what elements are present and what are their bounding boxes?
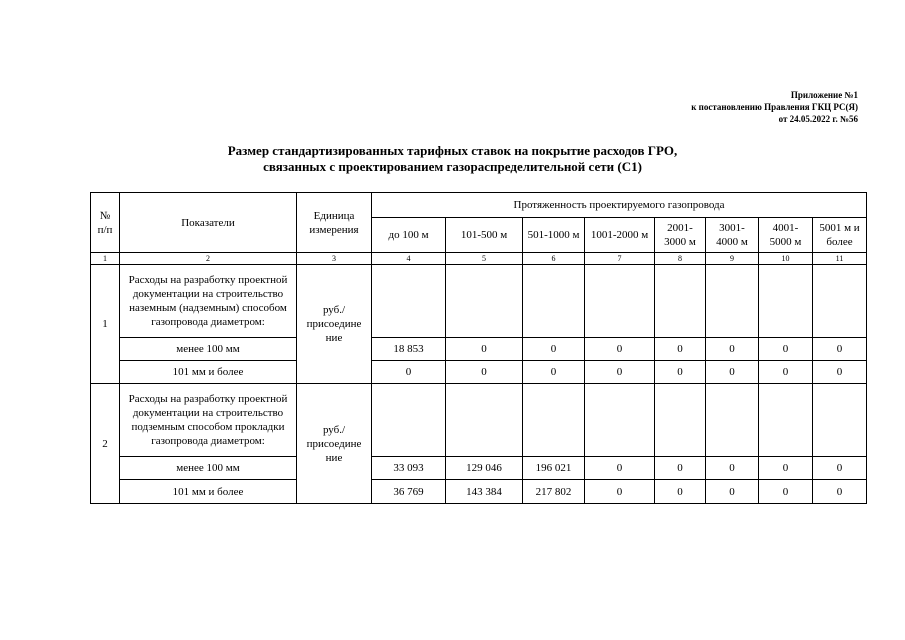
value-cell: 0: [446, 338, 523, 361]
empty-cell: [585, 384, 655, 457]
table-row: [91, 361, 867, 384]
header-indicators: Показатели: [120, 193, 297, 253]
empty-cell: [706, 384, 759, 457]
empty-cell: [759, 265, 813, 338]
column-number: 5: [446, 253, 523, 265]
value-cell: 0: [585, 338, 655, 361]
empty-cell: [655, 265, 706, 338]
appendix-title: Приложение №1: [790, 90, 858, 100]
column-number: 11: [813, 253, 867, 265]
value-cell: 0: [813, 480, 867, 504]
column-number: 7: [585, 253, 655, 265]
table-row: [91, 480, 867, 504]
header-range-cell: 2001-3000 м: [655, 218, 706, 253]
table-row: [91, 457, 867, 480]
value-cell: 0: [585, 361, 655, 384]
value-cell: 18 853: [372, 338, 446, 361]
column-number: 9: [706, 253, 759, 265]
value-cell: 0: [706, 338, 759, 361]
value-cell: 0: [585, 457, 655, 480]
empty-cell: [655, 384, 706, 457]
header-range-cell: до 100 м: [372, 218, 446, 253]
empty-cell: [446, 265, 523, 338]
header-range-cell: 1001-2000 м: [585, 218, 655, 253]
empty-cell: [523, 265, 585, 338]
value-cell: 0: [813, 457, 867, 480]
column-number: 4: [372, 253, 446, 265]
header-num: № п/п: [91, 193, 120, 253]
value-cell: 0: [655, 480, 706, 504]
empty-cell: [446, 384, 523, 457]
column-number: 10: [759, 253, 813, 265]
value-cell: 0: [523, 361, 585, 384]
column-number: 2: [120, 253, 297, 265]
column-number: 6: [523, 253, 585, 265]
value-cell: 0: [706, 480, 759, 504]
empty-cell: [759, 384, 813, 457]
value-cell: 0: [759, 338, 813, 361]
value-cell: 143 384: [446, 480, 523, 504]
table-row: [91, 338, 867, 361]
value-cell: 0: [759, 457, 813, 480]
value-cell: 0: [759, 361, 813, 384]
header-range-cell: 3001-4000 м: [706, 218, 759, 253]
value-cell: 0: [372, 361, 446, 384]
document-title: [0, 143, 905, 175]
header-range-cell: 101-500 м: [446, 218, 523, 253]
section-1-description-row: [91, 265, 867, 338]
header-range-cell: 5001 м и более: [813, 218, 867, 253]
value-cell: 217 802: [523, 480, 585, 504]
document-title-line-1: Размер стандартизированных тарифных ставок на покрытие расходов ГРО,: [227, 143, 678, 158]
section-2-number: 2: [91, 384, 120, 504]
empty-cell: [372, 384, 446, 457]
section-2-unit: руб./ присоедине ние: [297, 384, 372, 504]
section-1-number: 1: [91, 265, 120, 384]
column-number: 8: [655, 253, 706, 265]
value-cell: 33 093: [372, 457, 446, 480]
value-cell: 0: [813, 361, 867, 384]
value-cell: 36 769: [372, 480, 446, 504]
value-cell: 0: [655, 361, 706, 384]
appendix-date: от 24.05.2022 г. №56: [778, 114, 858, 124]
header-unit: Единица измерения: [297, 193, 372, 253]
value-cell: 0: [706, 457, 759, 480]
row-label: 101 мм и более: [120, 361, 297, 384]
section-1-unit: руб./ присоедине ние: [297, 265, 372, 384]
document-title-line-2: связанных с проектированием газораспределительной сети (С1): [263, 159, 642, 174]
appendix-header: [691, 89, 858, 125]
section-1-description: Расходы на разработку проектной документации на строительство наземным (надземным) способом газопровода диаметром:: [120, 265, 297, 338]
tariff-table: [90, 192, 867, 504]
value-cell: 0: [655, 457, 706, 480]
header-range-cell: 4001-5000 м: [759, 218, 813, 253]
empty-cell: [372, 265, 446, 338]
value-cell: 0: [813, 338, 867, 361]
row-label: менее 100 мм: [120, 338, 297, 361]
column-number: 3: [297, 253, 372, 265]
column-number-row: [91, 253, 867, 265]
empty-cell: [813, 384, 867, 457]
value-cell: 0: [523, 338, 585, 361]
value-cell: 0: [759, 480, 813, 504]
section-2-description-row: [91, 384, 867, 457]
column-number: 1: [91, 253, 120, 265]
row-label: 101 мм и более: [120, 480, 297, 504]
appendix-resolution: к постановлению Правления ГКЦ РС(Я): [691, 102, 858, 112]
empty-cell: [813, 265, 867, 338]
value-cell: 0: [446, 361, 523, 384]
value-cell: 129 046: [446, 457, 523, 480]
header-length-group: Протяженность проектируемого газопровода: [372, 193, 867, 218]
empty-cell: [523, 384, 585, 457]
empty-cell: [585, 265, 655, 338]
value-cell: 196 021: [523, 457, 585, 480]
value-cell: 0: [585, 480, 655, 504]
header-row-1: [91, 193, 867, 218]
row-label: менее 100 мм: [120, 457, 297, 480]
section-2-description: Расходы на разработку проектной документации на строительство подземным способом прокладки газопровода диаметром:: [120, 384, 297, 457]
value-cell: 0: [655, 338, 706, 361]
empty-cell: [706, 265, 759, 338]
header-range-cell: 501-1000 м: [523, 218, 585, 253]
value-cell: 0: [706, 361, 759, 384]
